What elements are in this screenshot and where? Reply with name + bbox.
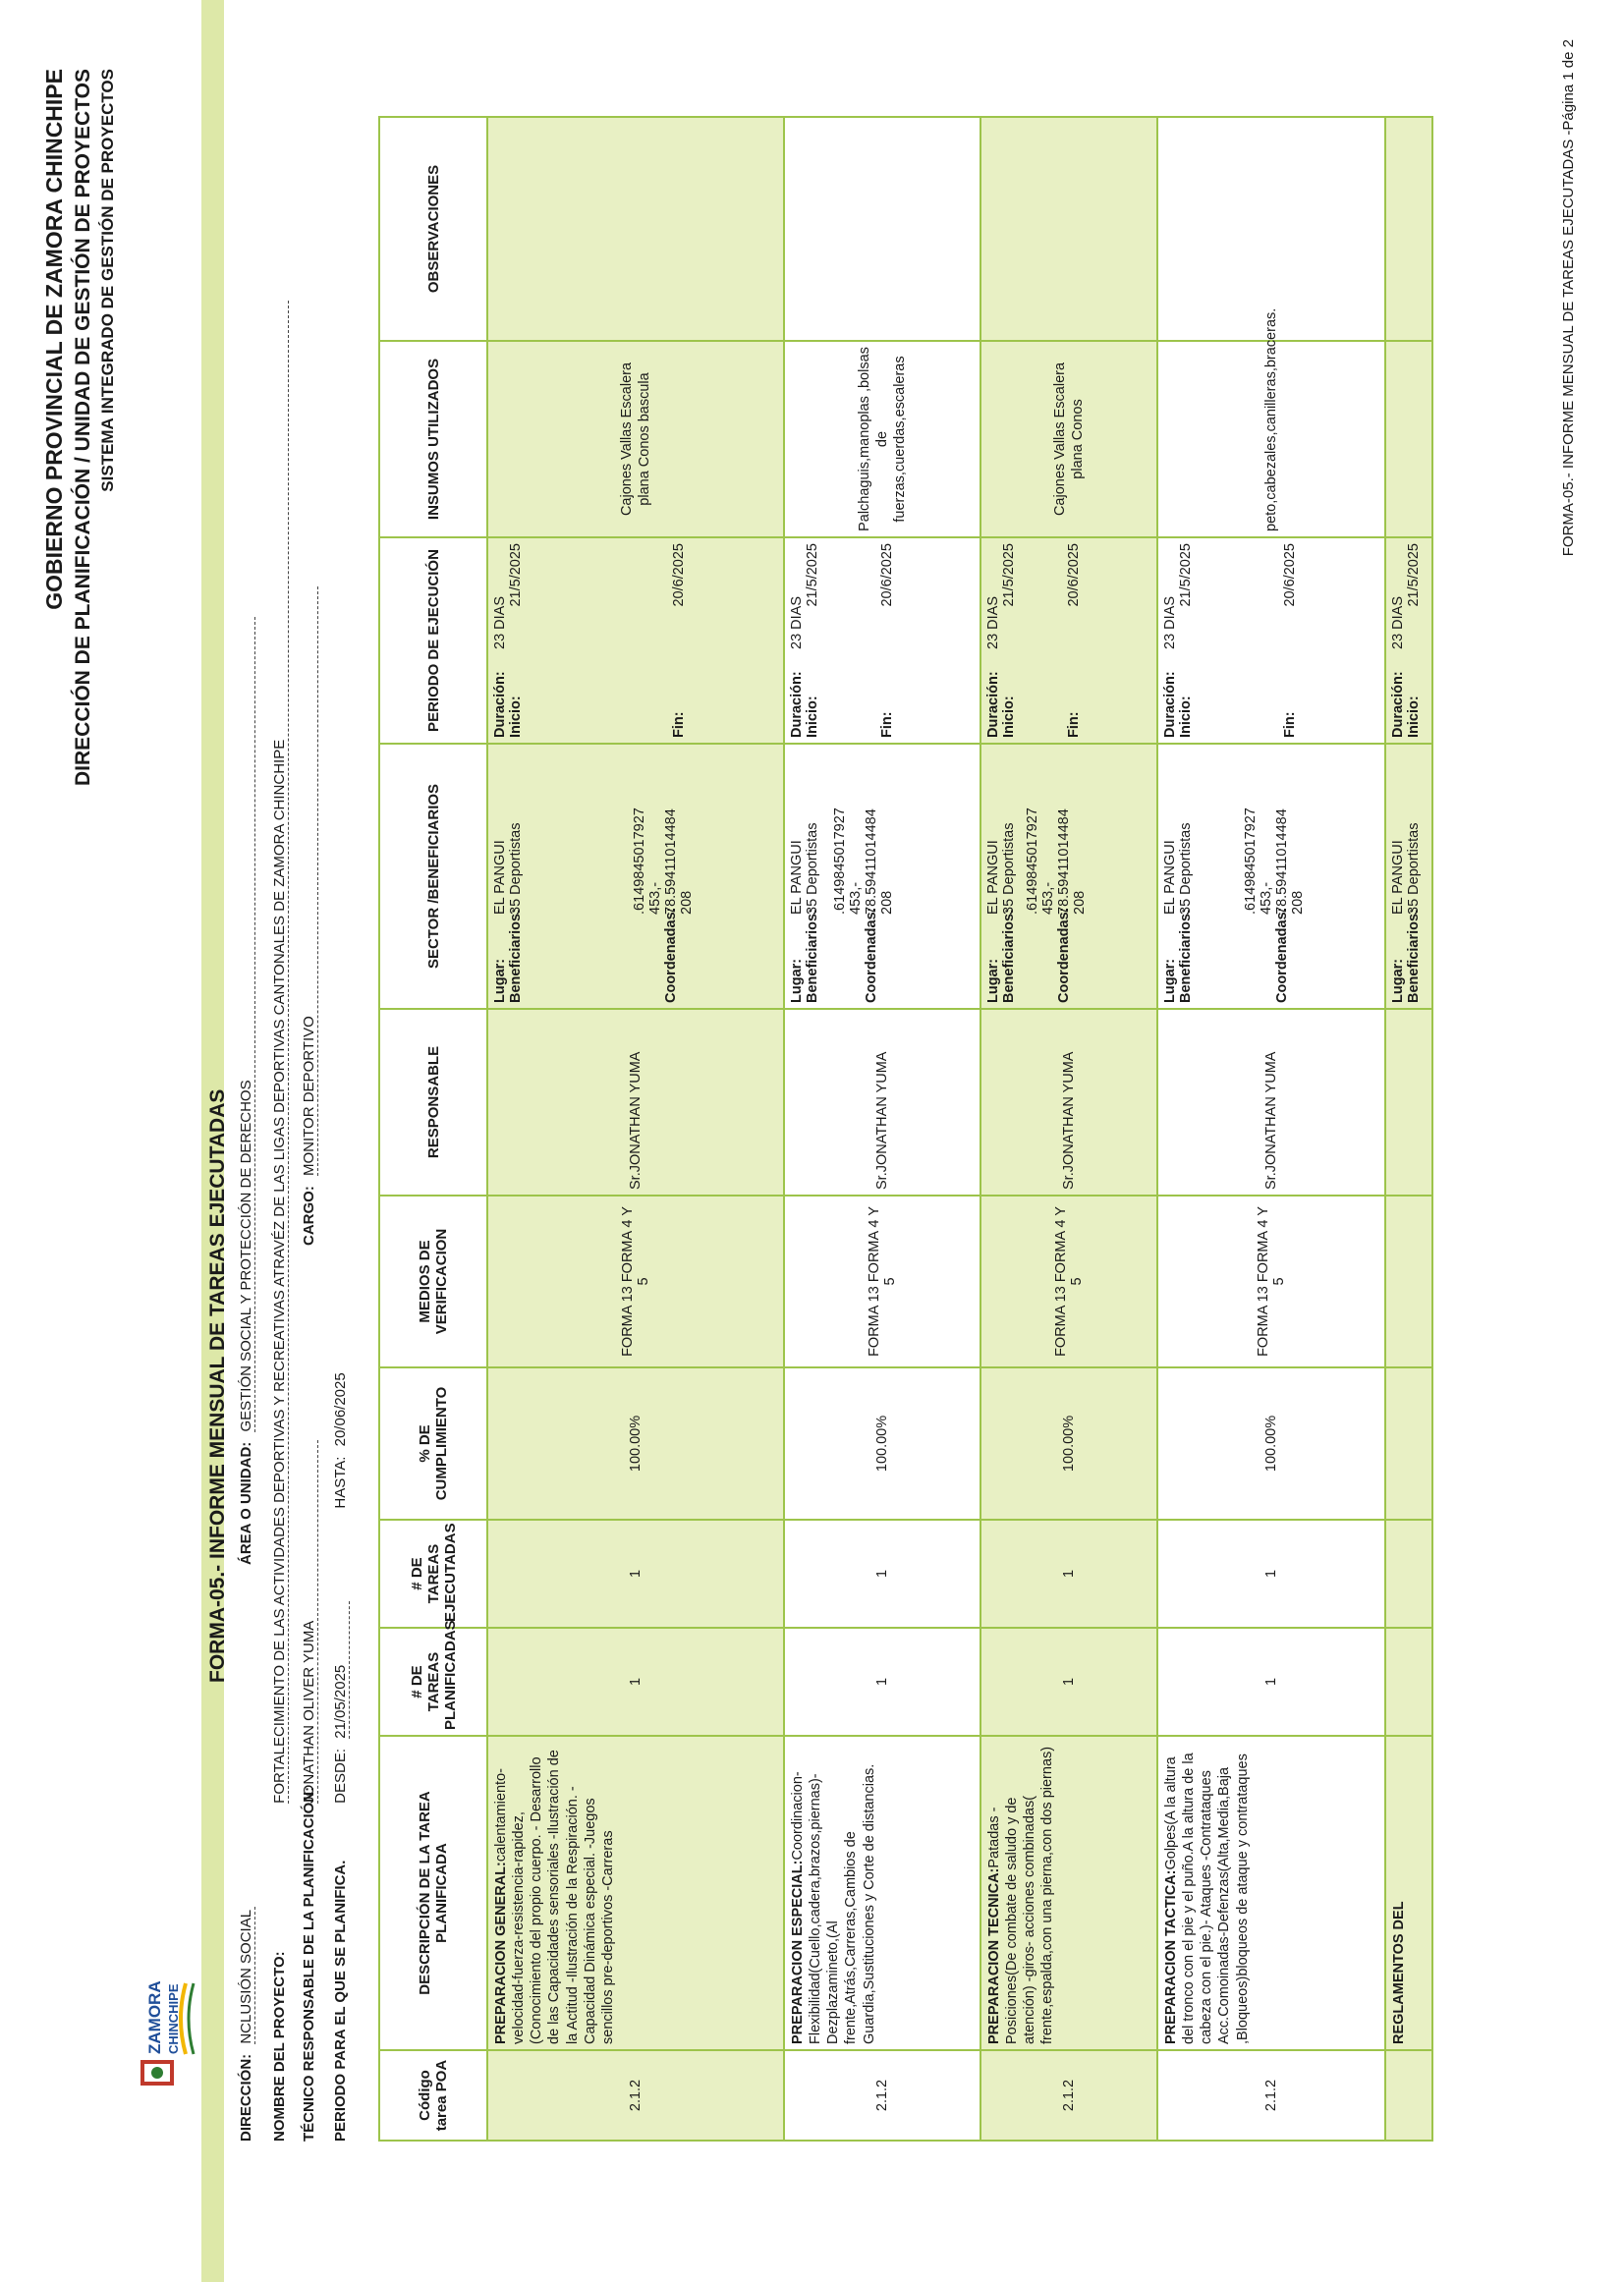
zamora-chinchipe-logo xyxy=(123,1979,211,2087)
beneficiarios-value: 35 Deportistas xyxy=(1406,822,1422,915)
row-medios: FORMA 13 FORMA 4 Y 5 xyxy=(487,1196,784,1367)
row-periodo xyxy=(980,537,1157,744)
cargo-label: CARGO: xyxy=(301,1186,317,1246)
coord-line-2: 453,- xyxy=(1040,881,1056,915)
area-label: ÁREA O UNIDAD: xyxy=(238,1441,254,1565)
row-planificadas: 1 xyxy=(784,1628,980,1736)
inicio-label: Inicio: xyxy=(1406,696,1422,738)
table-row xyxy=(487,117,784,2141)
row-observaciones xyxy=(980,117,1157,341)
row-codigo: 2.1.2 xyxy=(980,2050,1157,2141)
direccion-label: DIRECCIÓN: xyxy=(238,2053,254,2142)
row-descripcion xyxy=(1385,1736,1432,2050)
form-title: FORMA-05.- INFORME MENSUAL DE TAREAS EJECUTADAS xyxy=(206,1088,229,1683)
row-responsable: Sr.JONATHAN YUMA xyxy=(1157,1009,1385,1196)
row-sector xyxy=(487,744,784,1009)
table-row xyxy=(1157,117,1385,2141)
duracion-label: Duración: xyxy=(985,671,1001,738)
lugar-value: EL PANGUI xyxy=(1390,840,1406,915)
desc-title: PREPARACION TACTICA: xyxy=(1163,1869,1179,2044)
row-insumos: Cajones Vallas Escalera plana Conos bascula xyxy=(487,341,784,537)
row-ejecutadas xyxy=(1385,1520,1432,1628)
inicio-label: Inicio: xyxy=(1178,696,1194,738)
inicio-value: 21/5/2025 xyxy=(508,543,524,607)
inicio-value: 21/5/2025 xyxy=(805,543,820,607)
row-observaciones xyxy=(487,117,784,341)
cargo-value: MONITOR DEPORTIVO xyxy=(301,586,318,1176)
coord-line-3: 78.59411014484 xyxy=(1274,808,1290,915)
row-periodo xyxy=(784,537,980,744)
table-row xyxy=(1385,117,1432,2141)
inicio-label: Inicio: xyxy=(805,696,820,738)
hasta-value: 20/06/2025 xyxy=(332,1372,349,1447)
desc-body: calentamiento-velocidad-fuerza-resistencia-rapidez,(Conocimiento del propio cuerpo. - Desarrollo de las Capacidades sensoriales -Ilustración de la Actitud -Ilustración de la Respiración. -Capacidad Dinámica especial. -Juegos sencillos pre-deportivos -Carreras xyxy=(493,1750,616,2044)
lugar-label: Lugar: xyxy=(1162,958,1178,1003)
coordenadas-label: Coordenadas: xyxy=(663,907,679,1003)
row-periodo xyxy=(487,537,784,744)
duracion-value: 23 DIAS xyxy=(1162,596,1178,649)
lugar-value: EL PANGUI xyxy=(985,840,1001,915)
col-ejecutadas: # DE TAREAS EJECUTADAS xyxy=(379,1520,487,1628)
coord-line-4: 208 xyxy=(1072,890,1088,915)
institution-system: SISTEMA INTEGRADO DE GESTIÓN DE PROYECTOS xyxy=(98,69,117,492)
col-observaciones: OBSERVACIONES xyxy=(379,117,487,341)
row-planificadas: 1 xyxy=(487,1628,784,1736)
row-ejecutadas: 1 xyxy=(980,1520,1157,1628)
row-planificadas: 1 xyxy=(1157,1628,1385,1736)
row-ejecutadas: 1 xyxy=(784,1520,980,1628)
row-responsable: Sr.JONATHAN YUMA xyxy=(784,1009,980,1196)
row-planificadas xyxy=(1385,1628,1432,1736)
institution-name: GOBIERNO PROVINCIAL DE ZAMORA CHINCHIPE xyxy=(41,69,67,610)
col-descripcion: DESCRIPCIÓN DE LA TAREA PLANIFICADA xyxy=(379,1736,487,2050)
row-responsable xyxy=(1385,1009,1432,1196)
inicio-label: Inicio: xyxy=(508,696,524,738)
desde-label: DESDE: xyxy=(332,1748,349,1804)
coordenadas-label: Coordenadas: xyxy=(1274,907,1290,1003)
duracion-value: 23 DIAS xyxy=(492,596,508,649)
desc-body: Patadas - Posiciones(De combate de saludo y de atención) -giros- acciones combinadas( frente,espalda,con una pierna,con dos piernas) xyxy=(986,1746,1056,2044)
lugar-label: Lugar: xyxy=(1390,958,1406,1003)
row-observaciones xyxy=(1157,117,1385,341)
row-descripcion xyxy=(784,1736,980,2050)
col-sector: SECTOR /BENEFICIARIOS xyxy=(379,744,487,1009)
row-medios: FORMA 13 FORMA 4 Y 5 xyxy=(784,1196,980,1367)
row-observaciones xyxy=(784,117,980,341)
coord-line-2: 453,- xyxy=(647,881,663,915)
tecnico-row xyxy=(301,1440,318,2142)
lugar-label: Lugar: xyxy=(492,958,508,1003)
row-codigo: 2.1.2 xyxy=(1157,2050,1385,2141)
row-cumplimiento: 100.00% xyxy=(784,1367,980,1520)
institution-department: DIRECCIÓN DE PLANIFICACIÓN / UNIDAD DE GESTIÓN DE PROYECTOS xyxy=(72,69,94,787)
duracion-label: Duración: xyxy=(1162,671,1178,738)
lugar-label: Lugar: xyxy=(789,958,805,1003)
cargo-row xyxy=(301,586,318,1246)
coord-line-2: 453,- xyxy=(1259,881,1274,915)
row-insumos xyxy=(1385,341,1432,537)
fin-value: 20/6/2025 xyxy=(1282,543,1298,607)
row-sector xyxy=(1385,744,1432,1009)
lugar-label: Lugar: xyxy=(985,958,1001,1003)
area-value: GESTIÓN SOCIAL Y PROTECCIÓN DE DERECHOS xyxy=(238,617,255,1432)
fin-value: 20/6/2025 xyxy=(879,543,895,607)
duracion-label: Duración: xyxy=(492,671,508,738)
duracion-value: 23 DIAS xyxy=(1390,596,1406,649)
inicio-value: 21/5/2025 xyxy=(1406,543,1422,607)
fin-label: Fin: xyxy=(1066,711,1082,738)
row-sector xyxy=(980,744,1157,1009)
row-insumos: Cajones Vallas Escalera plana Conos xyxy=(980,341,1157,537)
fin-value: 20/6/2025 xyxy=(671,543,687,607)
row-responsable: Sr.JONATHAN YUMA xyxy=(487,1009,784,1196)
coord-line-1: .6149845017927 xyxy=(832,807,848,915)
direccion-row xyxy=(238,1907,255,2142)
coord-line-1: .6149845017927 xyxy=(1025,807,1040,915)
coord-line-1: .6149845017927 xyxy=(632,807,647,915)
fin-label: Fin: xyxy=(879,711,895,738)
table-row xyxy=(784,117,980,2141)
beneficiarios-label: Beneficiarios: xyxy=(508,909,524,1003)
desc-body: Coordinacion-Flexibilidad(Cuello,cadera,brazos,piernas)-Dezplazamineto,(Al frente,Atrás,Carreras,Cambios de Guardia,Sustituciones y Corte de distancias. xyxy=(790,1763,877,2044)
row-cumplimiento: 100.00% xyxy=(487,1367,784,1520)
tecnico-label: TÉCNICO RESPONSABLE DE LA PLANIFICACIÓN: xyxy=(301,1786,317,2142)
col-periodo: PERIODO DE EJECUCIÓN xyxy=(379,537,487,744)
coord-line-1: .6149845017927 xyxy=(1243,807,1259,915)
svg-text:CHINCHIPE: CHINCHIPE xyxy=(166,1983,181,2054)
duracion-label: Duración: xyxy=(789,671,805,738)
row-ejecutadas: 1 xyxy=(487,1520,784,1628)
col-cumplimiento: % DE CUMPLIMIENTO xyxy=(379,1367,487,1520)
desc-title: PREPARACION GENERAL: xyxy=(493,1862,509,2044)
coord-line-2: 453,- xyxy=(848,881,864,915)
duracion-label: Duración: xyxy=(1390,671,1406,738)
row-cumplimiento: 100.00% xyxy=(1157,1367,1385,1520)
periodo-label: PERIODO PARA EL QUE SE PLANIFICA. xyxy=(332,1860,349,2142)
beneficiarios-label: Beneficiarios: xyxy=(1001,909,1017,1003)
row-insumos: peto,cabezales,canilleras,braceras. xyxy=(1157,341,1385,537)
col-codigo: Código tarea POA xyxy=(379,2050,487,2141)
row-descripcion xyxy=(487,1736,784,2050)
coord-line-4: 208 xyxy=(679,890,695,915)
row-observaciones xyxy=(1385,117,1432,341)
table-header-row xyxy=(379,117,487,2141)
row-ejecutadas: 1 xyxy=(1157,1520,1385,1628)
beneficiarios-value: 35 Deportistas xyxy=(1001,822,1017,915)
desde-value: 21/05/2025 xyxy=(332,1601,350,1739)
svg-text:ZAMORA: ZAMORA xyxy=(145,1980,164,2054)
row-codigo: 2.1.2 xyxy=(784,2050,980,2141)
page-footer: FORMA-05.- INFORME MENSUAL DE TAREAS EJECUTADAS -Página 1 de 2 xyxy=(1560,39,1577,557)
hasta-label: HASTA: xyxy=(332,1456,349,1509)
beneficiarios-label: Beneficiarios: xyxy=(1178,909,1194,1003)
row-medios xyxy=(1385,1196,1432,1367)
coord-line-3: 78.59411014484 xyxy=(1056,808,1072,915)
col-insumos: INSUMOS UTILIZADOS xyxy=(379,341,487,537)
beneficiarios-value: 35 Deportistas xyxy=(805,822,820,915)
duracion-value: 23 DIAS xyxy=(789,596,805,649)
table-row xyxy=(980,117,1157,2141)
desc-title: REGLAMENTOS DEL xyxy=(1391,1901,1407,2044)
row-descripcion xyxy=(1157,1736,1385,2050)
row-cumplimiento: 100.00% xyxy=(980,1367,1157,1520)
col-medios: MEDIOS DE VERIFICACION xyxy=(379,1196,487,1367)
row-medios: FORMA 13 FORMA 4 Y 5 xyxy=(980,1196,1157,1367)
desc-title: PREPARACION ESPECIAL: xyxy=(790,1860,806,2044)
lugar-value: EL PANGUI xyxy=(492,840,508,915)
row-codigo xyxy=(1385,2050,1432,2141)
row-responsable: Sr.JONATHAN YUMA xyxy=(980,1009,1157,1196)
periodo-row xyxy=(332,1372,350,2142)
desc-body: Golpes(A la altura del tronco con el pie y el puño.A la altura de la cabeza con el pie.)- Ataques -Contrataques Acc.Comoinadas-Defenzas(Alta,Media,Baja ,Bloqueos)bloqueos de ataque y contrataques xyxy=(1163,1753,1251,2044)
lugar-value: EL PANGUI xyxy=(789,840,805,915)
row-insumos: Palchaguis,manoplas ,bolsas de fuerzas,cuerdas,escaleras xyxy=(784,341,980,537)
row-medios: FORMA 13 FORMA 4 Y 5 xyxy=(1157,1196,1385,1367)
beneficiarios-label: Beneficiarios: xyxy=(805,909,820,1003)
row-planificadas: 1 xyxy=(980,1628,1157,1736)
row-codigo: 2.1.2 xyxy=(487,2050,784,2141)
area-row xyxy=(238,617,255,1565)
coordenadas-label: Coordenadas: xyxy=(1056,907,1072,1003)
col-responsable: RESPONSABLE xyxy=(379,1009,487,1196)
fin-label: Fin: xyxy=(1282,711,1298,738)
beneficiarios-value: 35 Deportistas xyxy=(1178,822,1194,915)
duracion-value: 23 DIAS xyxy=(985,596,1001,649)
col-planificadas: # DE TAREAS PLANIFICADAS xyxy=(379,1628,487,1736)
coord-line-4: 208 xyxy=(1290,890,1306,915)
desc-title: PREPARACION TECNICA: xyxy=(986,1867,1002,2044)
inicio-label: Inicio: xyxy=(1001,696,1017,738)
direccion-value: NCLUSIÓN SOCIAL xyxy=(238,1907,255,2044)
row-descripcion xyxy=(980,1736,1157,2050)
coordenadas-label: Coordenadas: xyxy=(864,907,879,1003)
lugar-value: EL PANGUI xyxy=(1162,840,1178,915)
inicio-value: 21/5/2025 xyxy=(1001,543,1017,607)
tasks-table xyxy=(378,116,1433,2142)
row-sector xyxy=(784,744,980,1009)
row-periodo xyxy=(1157,537,1385,744)
proyecto-label: NOMBRE DEL PROYECTO: xyxy=(271,1951,288,2142)
coord-line-4: 208 xyxy=(879,890,895,915)
row-cumplimiento xyxy=(1385,1367,1432,1520)
coord-line-3: 78.59411014484 xyxy=(864,808,879,915)
row-periodo xyxy=(1385,537,1432,744)
coord-line-3: 78.59411014484 xyxy=(663,808,679,915)
proyecto-row xyxy=(271,301,289,2142)
beneficiarios-value: 35 Deportistas xyxy=(508,822,524,915)
fin-label: Fin: xyxy=(671,711,687,738)
proyecto-value: FORTALECIMIENTO DE LAS ACTIVIDADES DEPORTIVAS Y RECREATIVAS ATRAVÉZ DE LAS LIGAS DEPORTIVAS CANTONALES DE ZAMORA CHINCHIPE xyxy=(271,301,289,1804)
inicio-value: 21/5/2025 xyxy=(1178,543,1194,607)
fin-value: 20/6/2025 xyxy=(1066,543,1082,607)
beneficiarios-label: Beneficiarios: xyxy=(1406,909,1422,1003)
row-sector xyxy=(1157,744,1385,1009)
tecnico-value: JONATHAN OLIVER YUMA xyxy=(301,1440,318,1804)
